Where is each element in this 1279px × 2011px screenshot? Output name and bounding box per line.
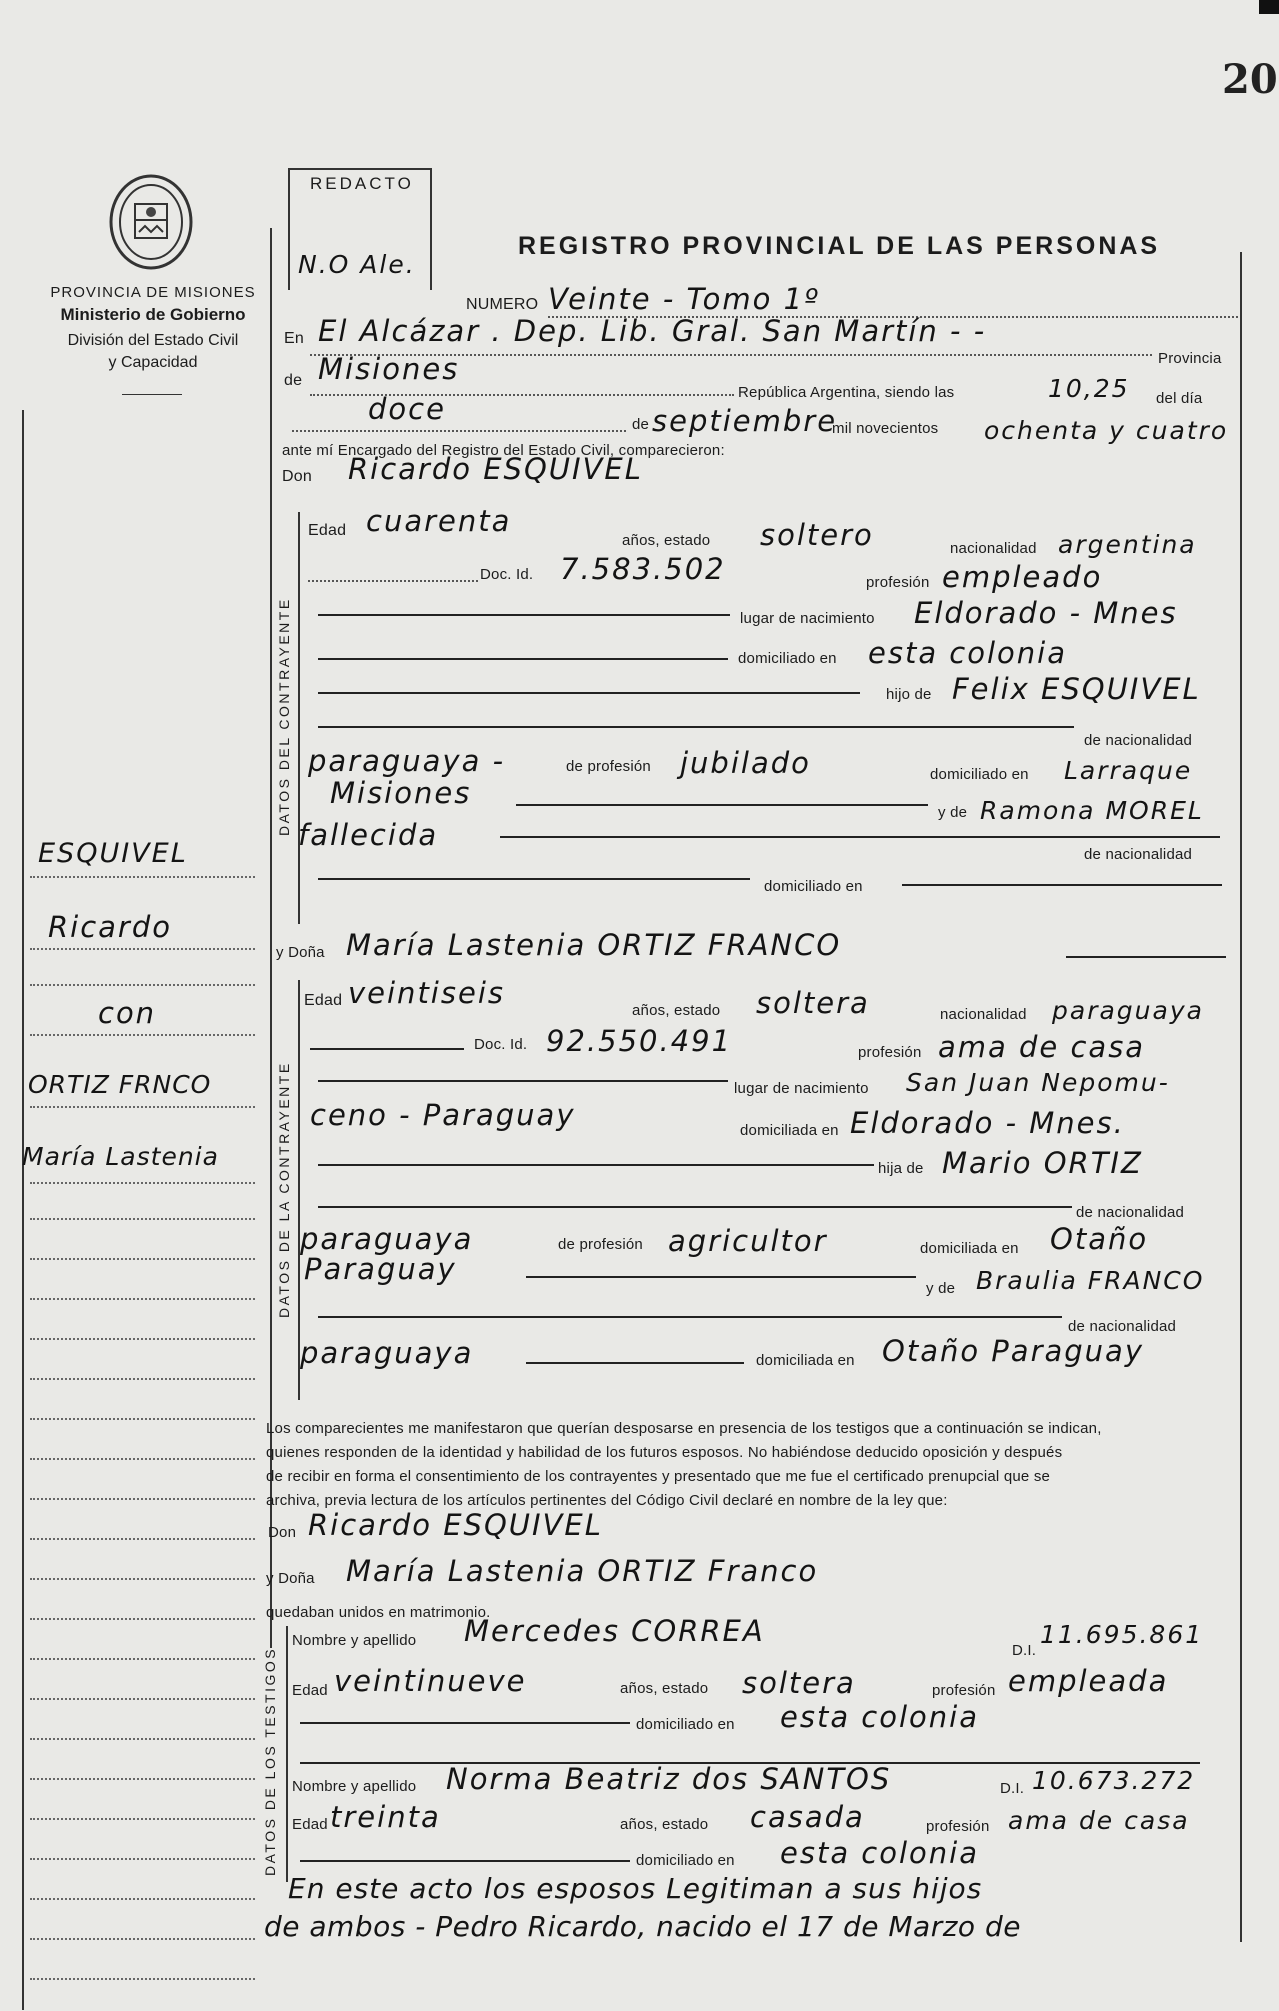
dia-line: [292, 430, 626, 432]
y-de-label: y de: [938, 804, 968, 821]
margin-line: [30, 1618, 255, 1620]
t2-di-label: D.I.: [1000, 1780, 1025, 1797]
domiciliado-en-label-2: domiciliado en: [764, 878, 863, 895]
coat-of-arms-seal-icon: [105, 168, 197, 274]
margin-line: [30, 1778, 255, 1780]
t2-profesion-value: ama de casa: [1008, 1806, 1190, 1835]
margin-line: [30, 1818, 255, 1820]
margin-line: [30, 1498, 255, 1500]
hora-value: 10,25: [1048, 374, 1130, 403]
mil-label: mil novecientos: [832, 420, 939, 437]
de-nacionalidad-label-4: de nacionalidad: [1068, 1318, 1177, 1335]
madre-value-2: Braulia FRANCO: [976, 1266, 1205, 1295]
de-profesion-label: de profesión: [566, 758, 651, 775]
blank-line-9: [318, 1080, 728, 1082]
t2-edad-value: treinta: [330, 1800, 441, 1834]
padre-profesion-2: agricultor: [668, 1224, 828, 1258]
t2-nombre-label: Nombre y apellido: [292, 1778, 417, 1795]
declaracion-line-1: Los comparecientes me manifestaron que querían desposarse en presencia de los testigos que a continuación se indican,: [266, 1420, 1102, 1437]
domicilio-value: esta colonia: [868, 636, 1068, 670]
blank-line-2: [318, 658, 728, 660]
doc-value: 7.583.502: [560, 552, 726, 586]
margin-apellido: ESQUIVEL: [38, 838, 188, 869]
declaracion-line-3: de recibir en forma el consentimiento de los contrayentes y presentado que me fue el certificado prenupcial que se: [266, 1468, 1051, 1485]
de-nacionalidad-label-2: de nacionalidad: [1084, 846, 1193, 863]
doc-label-2: Doc. Id.: [474, 1036, 528, 1053]
margin-line: [30, 1898, 255, 1900]
lugar-label: lugar de nacimiento: [740, 610, 875, 627]
dona-value: María Lastenia ORTIZ FRANCO: [346, 928, 842, 962]
blank-line-6: [500, 836, 1220, 838]
doc-line: [308, 580, 478, 582]
en-value: El Alcázar . Dep. Lib. Gral. San Martín - -: [318, 314, 987, 348]
ministry-name: Ministerio de Gobierno: [60, 305, 246, 324]
margin-line: [30, 1378, 255, 1380]
t2-profesion-label: profesión: [926, 1818, 990, 1835]
lugar-value: Eldorado - Mnes: [914, 596, 1178, 630]
margin-line: [30, 948, 255, 950]
blank-line-7: [318, 878, 750, 880]
division-name: División del Estado Civil: [67, 332, 239, 349]
margin-line: [30, 1538, 255, 1540]
y-de-label-2: y de: [926, 1280, 956, 1297]
don-value: Ricardo ESQUIVEL: [348, 452, 643, 486]
domiciliada-en-label: domiciliada en: [920, 1240, 1019, 1257]
t2-di-value: 10.673.272: [1032, 1766, 1196, 1795]
t1-edad-value: veintinueve: [334, 1664, 527, 1698]
domicilio-label: domiciliado en: [738, 650, 837, 667]
right-border: [1240, 252, 1242, 1942]
de-nacionalidad-label-3: de nacionalidad: [1076, 1204, 1185, 1221]
declaracion-line-4: archiva, previa lectura de los artículos pertinentes del Código Civil declaré en nombre de la ley que:: [266, 1492, 948, 1509]
provincia-value: Misiones: [318, 352, 460, 386]
edad-label: Edad: [308, 522, 347, 539]
padre-domicilio-3: Otaño: [1050, 1222, 1149, 1256]
margin-line: [30, 1458, 255, 1460]
estado-value: soltero: [760, 518, 874, 552]
t2-domicilio-value: esta colonia: [780, 1836, 980, 1870]
margin-line: [30, 1034, 255, 1036]
margin-line: [30, 1418, 255, 1420]
madre-value: Ramona MOREL: [980, 796, 1204, 825]
hijo-label: hijo de: [886, 686, 932, 703]
margin-nombre: Ricardo: [48, 910, 172, 944]
decl-dona-label: y Doña: [266, 1570, 315, 1587]
margin-line: [30, 1938, 255, 1940]
de-label: de: [284, 372, 303, 389]
profesion-value: empleado: [942, 560, 1103, 594]
domicilio-value-2: Eldorado - Mnes.: [850, 1106, 1125, 1140]
dona-line: [1066, 956, 1226, 958]
declaracion-line-2: quienes responden de la identidad y habilidad de los futuros esposos. No habiéndose deducido oposición y después: [266, 1444, 1063, 1461]
provincia-label: Provincia: [1158, 350, 1222, 367]
dona-label: y Doña: [276, 944, 325, 961]
margin-line: [30, 1978, 255, 1980]
mes-value: septiembre: [652, 404, 838, 438]
testigos-vertical-label: DATOS DE LOS TESTIGOS: [262, 1646, 278, 1876]
republica-label: República Argentina, siendo las: [738, 384, 955, 401]
dia-value: doce: [368, 392, 446, 426]
contrayenta-vertical-label: DATOS DE LA CONTRAYENTE: [276, 1061, 292, 1318]
lugar-value-2: San Juan Nepomu-: [906, 1068, 1170, 1097]
ante-label: ante mí Encargado del Registro del Estado Civil, comparecieron:: [282, 442, 725, 459]
t1-profesion-value: empleada: [1008, 1664, 1169, 1698]
margin-apellido-2: ORTIZ FRNCO: [28, 1070, 212, 1099]
margin-line: [30, 1858, 255, 1860]
province-name: PROVINCIA DE MISIONES: [50, 284, 256, 301]
t1-profesion-label: profesión: [932, 1682, 996, 1699]
decl-dona-value: María Lastenia ORTIZ Franco: [346, 1554, 819, 1588]
t2-nombre-value: Norma Beatriz dos SANTOS: [446, 1762, 892, 1796]
madre-nota: fallecida: [298, 818, 439, 852]
padre-domicilio: Larraque: [1064, 756, 1193, 785]
page-number: 20: [1222, 56, 1278, 103]
margin-nombre-2: María Lastenia: [22, 1142, 219, 1171]
padre-value: Felix ESQUIVEL: [952, 672, 1201, 706]
profesion-value-2: ama de casa: [938, 1030, 1146, 1064]
blank-line-8: [902, 884, 1222, 886]
doc-blank-line: [310, 1048, 464, 1050]
t1-nombre-label: Nombre y apellido: [292, 1632, 417, 1649]
padre-profesion: jubilado: [680, 746, 811, 780]
doc-value-2: 92.550.491: [546, 1024, 733, 1058]
margin-line: [30, 1338, 255, 1340]
redacto-label: REDACTO: [310, 174, 414, 193]
t1-edad-label: Edad: [292, 1682, 328, 1699]
redacto-box: [288, 168, 432, 290]
blank-line-14: [526, 1362, 744, 1364]
decl-don-label: Don: [268, 1524, 297, 1541]
margin-line: [30, 876, 255, 878]
t1-nombre-value: Mercedes CORREA: [464, 1614, 765, 1648]
domiciliado-en-label: domiciliado en: [930, 766, 1029, 783]
t1-domicilio-label: domiciliado en: [636, 1716, 735, 1733]
lugar-label-2: lugar de nacimiento: [734, 1080, 869, 1097]
division-name-2: y Capacidad: [108, 354, 198, 371]
t2-anos-label: años, estado: [620, 1816, 709, 1833]
nacionalidad-value-2: paraguaya: [1052, 996, 1204, 1025]
contrayente-left-border: [298, 512, 300, 924]
testigos-left-border: [286, 1626, 288, 1882]
margin-line: [30, 1106, 255, 1108]
nacionalidad-label-2: nacionalidad: [940, 1006, 1027, 1023]
padre-domicilio-4: Paraguay: [304, 1252, 457, 1286]
domiciliada-en-label-2: domiciliada en: [756, 1352, 855, 1369]
padre-value-2: Mario ORTIZ: [942, 1146, 1143, 1180]
nota-line-1: En este acto los esposos Legitiman a sus hijos: [288, 1872, 983, 1905]
blank-line: [318, 614, 730, 616]
margin-line: [30, 1698, 255, 1700]
blank-line-13: [318, 1316, 1062, 1318]
edad-label-2: Edad: [304, 992, 343, 1009]
de-nacionalidad-label: de nacionalidad: [1084, 732, 1193, 749]
anos-label: años, estado: [622, 532, 711, 549]
t2-blank-line: [300, 1860, 630, 1862]
margin-line: [30, 1218, 255, 1220]
t1-di-value: 11.695.861: [1040, 1620, 1204, 1649]
padre-nacionalidad: paraguaya -: [308, 744, 506, 778]
margin-line: [30, 1658, 255, 1660]
anio-value: ochenta y cuatro: [984, 416, 1229, 445]
nota-line-2: de ambos - Pedro Ricardo, nacido el 17 de Marzo de: [264, 1910, 1021, 1943]
t2-domicilio-label: domiciliado en: [636, 1852, 735, 1869]
t2-estado-value: casada: [750, 1800, 865, 1834]
left-page-border: [22, 410, 24, 2010]
lugar-value-2b: ceno - Paraguay: [310, 1098, 576, 1132]
nacionalidad-label: nacionalidad: [950, 540, 1037, 557]
margin-line: [30, 1182, 255, 1184]
estado-value-2: soltera: [756, 986, 870, 1020]
t1-di-label: D.I.: [1012, 1642, 1037, 1659]
edad-value: cuarenta: [366, 504, 512, 538]
blank-line-11: [318, 1206, 1072, 1208]
blank-line-5: [516, 804, 928, 806]
ministry-underline: [122, 394, 182, 395]
margin-con: con: [98, 996, 157, 1030]
document-title: REGISTRO PROVINCIAL DE LAS PERSONAS: [518, 232, 1161, 260]
del-dia-label: del día: [1156, 390, 1203, 407]
t1-domicilio-value: esta colonia: [780, 1700, 980, 1734]
t1-blank-line: [300, 1722, 630, 1724]
de-mes-label: de: [632, 416, 650, 433]
t2-edad-label: Edad: [292, 1816, 328, 1833]
padre-nacionalidad-2: paraguaya: [300, 1222, 474, 1256]
margin-line: [30, 1738, 255, 1740]
redacto-value: N.O Ale.: [298, 250, 416, 279]
contrayente-vertical-label: DATOS DEL CONTRAYENTE: [276, 597, 292, 836]
margin-line: [30, 1578, 255, 1580]
blank-line-3: [318, 692, 860, 694]
edad-value-2: veintiseis: [348, 976, 505, 1010]
margin-line: [30, 1298, 255, 1300]
decl-don-value: Ricardo ESQUIVEL: [308, 1508, 603, 1542]
de-profesion-label-2: de profesión: [558, 1236, 643, 1253]
nacionalidad-value: argentina: [1058, 530, 1197, 559]
quedaban-text: quedaban unidos en matrimonio.: [266, 1604, 491, 1621]
madre-domicilio: Otaño Paraguay: [882, 1334, 1144, 1368]
t1-estado-value: soltera: [742, 1666, 856, 1700]
blank-line-4: [318, 726, 1074, 728]
numero-value: Veinte - Tomo 1º: [548, 282, 820, 316]
numero-label: NUMERO: [466, 296, 539, 313]
hija-label: hija de: [878, 1160, 924, 1177]
scan-edge-mark: [1259, 0, 1279, 14]
profesion-label: profesión: [866, 574, 930, 591]
padre-domicilio-2: Misiones: [330, 776, 472, 810]
profesion-label-2: profesión: [858, 1044, 922, 1061]
madre-nacionalidad: paraguaya: [300, 1336, 474, 1370]
don-label: Don: [282, 468, 312, 485]
anos-label-2: años, estado: [632, 1002, 721, 1019]
t1-anos-label: años, estado: [620, 1680, 709, 1697]
margin-line: [30, 1258, 255, 1260]
en-label: En: [284, 330, 304, 347]
blank-line-12: [526, 1276, 916, 1278]
domicilio-label-2: domiciliada en: [740, 1122, 839, 1139]
doc-label: Doc. Id.: [480, 566, 534, 583]
margin-line: [30, 984, 255, 986]
blank-line-10: [318, 1164, 874, 1166]
